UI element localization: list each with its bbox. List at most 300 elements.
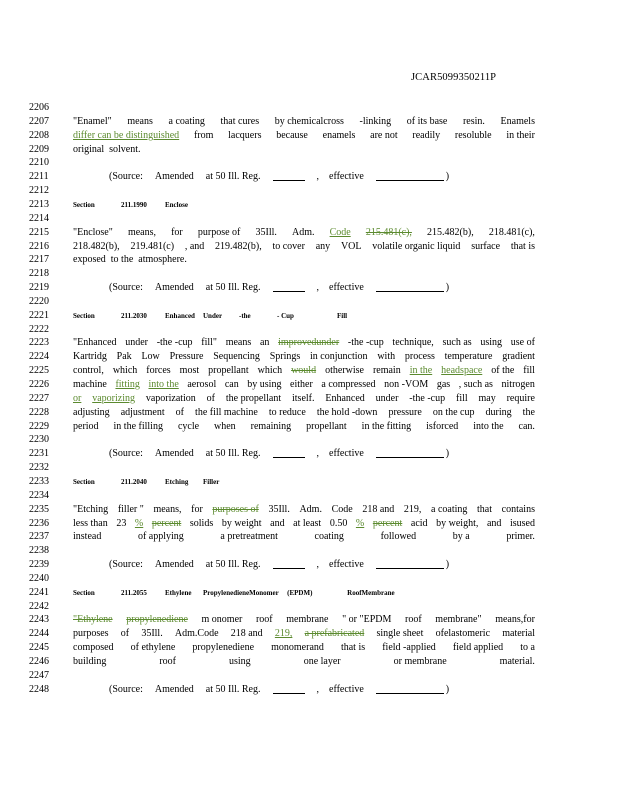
word: single sheet bbox=[376, 628, 424, 640]
word: nitrogen bbox=[501, 379, 535, 390]
source-text: Amended bbox=[154, 683, 194, 695]
document-line bbox=[29, 129, 604, 143]
word: volatile organic liquid bbox=[372, 240, 461, 252]
section-heading-word: 211.2055 bbox=[121, 588, 147, 597]
section-heading-word: RoofMembrane bbox=[347, 588, 395, 597]
word: 218.482(b), bbox=[73, 240, 120, 252]
deleted-text: would bbox=[291, 365, 317, 377]
word: of the bbox=[491, 365, 515, 377]
word: readily bbox=[412, 129, 441, 141]
source-text: ) bbox=[445, 448, 450, 460]
line-number: 2233 bbox=[29, 475, 49, 487]
document-line bbox=[29, 530, 604, 544]
word: "Enclose" bbox=[73, 226, 113, 238]
source-text: (Source: bbox=[109, 282, 143, 294]
source-text: at 50 Ill. Reg. bbox=[205, 448, 261, 460]
word: "Enhanced bbox=[73, 337, 117, 349]
line-number: 2234 bbox=[29, 489, 49, 501]
source-note bbox=[109, 170, 461, 184]
word: by weight, bbox=[436, 517, 479, 529]
document-line bbox=[29, 447, 604, 461]
word: 35Ill. bbox=[268, 503, 290, 515]
line-text bbox=[73, 420, 535, 434]
word: a coating bbox=[168, 115, 205, 127]
word: process bbox=[404, 351, 435, 363]
word: Sequencing bbox=[213, 351, 260, 363]
deleted-text: percent bbox=[151, 517, 182, 529]
inserted-text: % bbox=[134, 517, 144, 529]
section-heading-word: - Cup bbox=[277, 311, 294, 320]
line-text bbox=[73, 641, 535, 655]
document-line bbox=[29, 184, 604, 198]
word: at least bbox=[293, 517, 322, 529]
word: in conjunction bbox=[310, 351, 368, 363]
word: for bbox=[191, 503, 203, 515]
document-line bbox=[29, 475, 604, 489]
inserted-text: or bbox=[73, 392, 82, 404]
document-line bbox=[29, 655, 604, 669]
line-text bbox=[73, 392, 535, 406]
line-number: 2228 bbox=[29, 406, 49, 418]
section-heading-word: Fill bbox=[337, 311, 348, 320]
document-line bbox=[29, 240, 604, 254]
word: adjusting bbox=[73, 406, 110, 418]
source-text: at 50 Ill. Reg. bbox=[205, 171, 261, 183]
register-blank bbox=[273, 447, 305, 458]
section-heading-word: 211.2040 bbox=[121, 477, 147, 486]
document-line bbox=[29, 572, 604, 586]
word: that is bbox=[510, 240, 535, 252]
document-line bbox=[29, 627, 604, 641]
word: aerosol bbox=[187, 379, 217, 390]
word: propellant bbox=[306, 420, 347, 432]
line-number: 2225 bbox=[29, 365, 49, 377]
word: fill bbox=[523, 365, 535, 377]
word: purpose of bbox=[197, 226, 241, 238]
line-number: 2230 bbox=[29, 434, 49, 446]
line-number: 2243 bbox=[29, 614, 49, 626]
word: remaining bbox=[250, 420, 292, 432]
document-line bbox=[29, 253, 604, 267]
word: of bbox=[120, 628, 130, 640]
word: propylenediene bbox=[192, 642, 255, 654]
line-text bbox=[73, 253, 535, 267]
word: atmosphere. bbox=[138, 254, 187, 266]
word: -the -cup bbox=[347, 337, 384, 349]
word: a compressed bbox=[321, 379, 376, 390]
word: that cures bbox=[220, 115, 260, 127]
document-line bbox=[29, 420, 604, 434]
word: period bbox=[73, 420, 99, 432]
line-text bbox=[73, 503, 535, 517]
word: material. bbox=[499, 656, 535, 667]
section-heading-word: Section bbox=[73, 311, 95, 320]
register-blank bbox=[273, 558, 305, 569]
document-line bbox=[29, 143, 604, 157]
document-line bbox=[29, 586, 604, 600]
word: when bbox=[214, 420, 236, 432]
source-text: (Source: bbox=[109, 448, 143, 460]
line-number: 2210 bbox=[29, 157, 49, 169]
line-number: 2207 bbox=[29, 115, 49, 127]
word: means bbox=[225, 337, 252, 349]
section-heading bbox=[73, 309, 397, 323]
word: 219.481(c) bbox=[130, 240, 175, 252]
word: machine bbox=[73, 379, 107, 390]
line-number: 2241 bbox=[29, 586, 49, 598]
line-number: 2237 bbox=[29, 531, 49, 543]
line-text bbox=[73, 530, 535, 544]
word: fill bbox=[455, 392, 468, 404]
document-line bbox=[29, 600, 604, 614]
word: by a bbox=[452, 531, 470, 543]
source-text: effective bbox=[329, 171, 364, 183]
line-text bbox=[73, 627, 535, 641]
line-number: 2214 bbox=[29, 212, 49, 224]
word: 0.50 bbox=[329, 517, 348, 529]
line-text bbox=[73, 406, 535, 420]
word: non -VOM bbox=[384, 379, 429, 390]
word: -the -cup bbox=[409, 392, 446, 404]
register-blank bbox=[273, 170, 305, 181]
word: of its base bbox=[406, 115, 448, 127]
word: 219, bbox=[403, 503, 422, 515]
section-heading-word: Ethylene bbox=[165, 588, 192, 597]
inserted-text: Code bbox=[329, 226, 351, 238]
word: or membrane bbox=[393, 656, 447, 667]
word: are not bbox=[370, 129, 398, 141]
effective-date-blank bbox=[376, 683, 444, 694]
word: VOL bbox=[340, 240, 362, 252]
source-text: (Source: bbox=[109, 559, 143, 571]
line-number: 2215 bbox=[29, 226, 49, 238]
word: because bbox=[276, 129, 308, 141]
word: an bbox=[259, 337, 270, 349]
word: propellant bbox=[208, 365, 249, 377]
register-blank bbox=[273, 683, 305, 694]
word: coating bbox=[314, 531, 344, 543]
inserted-text: % bbox=[355, 517, 365, 529]
word: " or "EPDM bbox=[342, 614, 392, 626]
word: of ethylene bbox=[130, 642, 176, 654]
word: followed bbox=[380, 531, 417, 543]
source-text: Amended bbox=[154, 171, 194, 183]
word: monomerand bbox=[271, 642, 324, 654]
document-line bbox=[29, 503, 604, 517]
word: temperature bbox=[444, 351, 493, 363]
line-number: 2224 bbox=[29, 351, 49, 363]
word: can bbox=[224, 379, 239, 390]
source-note bbox=[109, 683, 461, 697]
word: Adm. bbox=[291, 226, 315, 238]
word: "Etching bbox=[73, 503, 109, 515]
document-line bbox=[29, 489, 604, 503]
line-number: 2238 bbox=[29, 545, 49, 557]
document-line bbox=[29, 350, 604, 364]
word: roof bbox=[405, 614, 422, 626]
word: Code bbox=[331, 503, 353, 515]
word: m onomer bbox=[201, 614, 243, 626]
word: and bbox=[486, 517, 502, 529]
word: pressure bbox=[388, 406, 422, 418]
word: , such as bbox=[458, 379, 493, 390]
word: roof bbox=[159, 656, 177, 667]
word: most bbox=[179, 365, 200, 377]
line-number: 2208 bbox=[29, 129, 49, 141]
effective-date-blank bbox=[376, 447, 444, 458]
word: for bbox=[171, 226, 183, 238]
section-heading-word: 211.1990 bbox=[121, 200, 147, 209]
line-text bbox=[73, 350, 535, 364]
word: use of bbox=[510, 337, 535, 349]
word: ofelastomeric bbox=[435, 628, 491, 640]
line-number: 2245 bbox=[29, 642, 49, 654]
inserted-text: 219, bbox=[274, 628, 293, 640]
register-blank bbox=[273, 281, 305, 292]
document-line bbox=[29, 378, 604, 392]
word: 23 bbox=[116, 517, 127, 529]
word: field applied bbox=[452, 642, 504, 654]
source-text: (Source: bbox=[109, 171, 143, 183]
word: gradient bbox=[502, 351, 535, 363]
line-text bbox=[73, 378, 535, 392]
word: of bbox=[175, 406, 184, 418]
line-number: 2218 bbox=[29, 268, 49, 280]
word: control, bbox=[73, 365, 104, 377]
inserted-text: fitting bbox=[115, 379, 140, 390]
document-line bbox=[29, 517, 604, 531]
line-number: 2235 bbox=[29, 503, 49, 515]
document-line bbox=[29, 309, 604, 323]
document-line bbox=[29, 226, 604, 240]
document-line bbox=[29, 101, 604, 115]
word: Springs bbox=[269, 351, 301, 363]
source-text: , bbox=[316, 559, 319, 571]
word: remain bbox=[372, 365, 401, 377]
word: composed bbox=[73, 642, 114, 654]
word: from bbox=[193, 129, 214, 141]
word: under bbox=[375, 392, 399, 404]
word: such as bbox=[442, 337, 472, 349]
document-line bbox=[29, 336, 604, 350]
line-number: 2229 bbox=[29, 420, 49, 432]
source-text: ) bbox=[445, 683, 450, 695]
document-line bbox=[29, 683, 604, 697]
word: Kartridg bbox=[73, 351, 107, 363]
word: to a bbox=[520, 642, 535, 654]
word: cycle bbox=[177, 420, 200, 432]
word: Low bbox=[141, 351, 160, 363]
line-number: 2213 bbox=[29, 198, 49, 210]
word: one layer bbox=[303, 656, 341, 667]
inserted-text: into the bbox=[148, 379, 179, 390]
line-number: 2247 bbox=[29, 669, 49, 681]
source-text: Amended bbox=[154, 448, 194, 460]
word: building bbox=[73, 656, 107, 667]
section-heading bbox=[73, 475, 239, 489]
word: membrane bbox=[286, 614, 329, 626]
word: means bbox=[127, 115, 153, 127]
effective-date-blank bbox=[376, 558, 444, 569]
word: into the bbox=[473, 420, 504, 432]
word: a coating bbox=[431, 503, 468, 515]
line-number: 2209 bbox=[29, 143, 49, 155]
document-id: JCAR5099350211P bbox=[411, 72, 497, 83]
section-heading-word: Enclose bbox=[165, 200, 188, 209]
section-heading-word: (EPDM) bbox=[287, 588, 313, 597]
word: means, bbox=[127, 226, 156, 238]
section-heading-word: Section bbox=[73, 477, 95, 486]
line-number: 2236 bbox=[29, 517, 49, 529]
word: by weight bbox=[221, 517, 262, 529]
effective-date-blank bbox=[376, 170, 444, 181]
source-note bbox=[109, 558, 461, 572]
word: exposed bbox=[73, 254, 106, 266]
word: less than bbox=[73, 517, 108, 529]
section-heading-word: Filler bbox=[203, 477, 220, 486]
word: Enamels bbox=[500, 115, 535, 127]
line-number: 2248 bbox=[29, 683, 49, 695]
line-number: 2221 bbox=[29, 309, 49, 321]
word: original bbox=[73, 143, 105, 155]
source-text: at 50 Ill. Reg. bbox=[205, 282, 261, 294]
document-line bbox=[29, 392, 604, 406]
document-line bbox=[29, 641, 604, 655]
word: itself. bbox=[292, 392, 315, 404]
word: any bbox=[315, 240, 331, 252]
word: 219.482(b), bbox=[215, 240, 262, 252]
line-number: 2226 bbox=[29, 379, 49, 390]
word: instead bbox=[73, 531, 102, 543]
word: to reduce bbox=[268, 406, 306, 418]
word: with bbox=[377, 351, 396, 363]
line-number: 2232 bbox=[29, 462, 49, 474]
word: 215.482(b), bbox=[427, 226, 474, 238]
word: 218 and bbox=[362, 503, 395, 515]
line-number: 2216 bbox=[29, 240, 49, 252]
word: Enhanced bbox=[325, 392, 365, 404]
word: 35Ill. bbox=[141, 628, 163, 640]
inserted-text: differ can be distinguished bbox=[73, 129, 180, 141]
section-heading bbox=[73, 198, 203, 212]
document-line bbox=[29, 170, 604, 184]
line-number: 2211 bbox=[29, 171, 49, 183]
source-text: Amended bbox=[154, 559, 194, 571]
word: enamels bbox=[322, 129, 356, 141]
word: filler " bbox=[117, 503, 144, 515]
document-line bbox=[29, 212, 604, 226]
section-heading-word: Propylenediene bbox=[203, 588, 250, 597]
section-heading-word: Enhanced bbox=[165, 311, 195, 320]
line-text bbox=[73, 517, 535, 531]
source-text: at 50 Ill. Reg. bbox=[205, 683, 261, 695]
word: to cover bbox=[272, 240, 305, 252]
line-number: 2217 bbox=[29, 254, 49, 266]
effective-date-blank bbox=[376, 281, 444, 292]
word: contains bbox=[501, 503, 535, 515]
source-text: ) bbox=[445, 559, 450, 571]
word: using bbox=[229, 656, 251, 667]
line-number: 2220 bbox=[29, 295, 49, 307]
word: may bbox=[478, 392, 496, 404]
word: -linking bbox=[359, 115, 392, 127]
source-text: , bbox=[316, 683, 319, 695]
source-note bbox=[109, 447, 461, 461]
word: which bbox=[257, 365, 283, 377]
source-text: Amended bbox=[154, 282, 194, 294]
word: Adm. bbox=[299, 503, 322, 515]
word: material bbox=[502, 628, 535, 640]
inserted-text: in the bbox=[409, 365, 433, 377]
line-text bbox=[73, 129, 535, 143]
word: a pretreatment bbox=[220, 531, 278, 543]
word: can. bbox=[518, 420, 535, 432]
line-number: 2244 bbox=[29, 628, 49, 640]
document-line bbox=[29, 364, 604, 378]
inserted-text: headspace bbox=[441, 365, 483, 377]
section-heading-word: Under bbox=[203, 311, 223, 320]
word: require bbox=[506, 392, 535, 404]
line-text bbox=[73, 613, 535, 627]
word: isforced bbox=[426, 420, 459, 432]
word: and bbox=[270, 517, 285, 529]
source-text: (Source: bbox=[109, 683, 143, 695]
document-line bbox=[29, 323, 604, 337]
document-line bbox=[29, 669, 604, 683]
word: adjustment bbox=[120, 406, 165, 418]
word: in the fitting bbox=[361, 420, 412, 432]
word: by chemicalcross bbox=[274, 115, 344, 127]
source-text: , bbox=[316, 448, 319, 460]
document-line bbox=[29, 156, 604, 170]
word: in the filling bbox=[113, 420, 163, 432]
deleted-text: percent bbox=[372, 517, 403, 529]
line-number: 2223 bbox=[29, 337, 49, 349]
deleted-text: propylenediene bbox=[126, 614, 188, 626]
section-heading-word: Etching bbox=[165, 477, 189, 486]
word: resoluble bbox=[454, 129, 492, 141]
word: that bbox=[477, 503, 493, 515]
source-note bbox=[109, 281, 461, 295]
word: otherwise bbox=[325, 365, 364, 377]
line-number: 2239 bbox=[29, 559, 49, 571]
word: lacquers bbox=[228, 129, 262, 141]
source-text: , bbox=[316, 171, 319, 183]
word: 218 and bbox=[230, 628, 263, 640]
word: isused bbox=[509, 517, 535, 529]
word: primer. bbox=[506, 531, 535, 543]
word: means, bbox=[153, 503, 182, 515]
document-line bbox=[29, 115, 604, 129]
word: 35Ill. bbox=[255, 226, 277, 238]
word: that is bbox=[340, 642, 366, 654]
document-line bbox=[29, 613, 604, 627]
document-line bbox=[29, 558, 604, 572]
line-text bbox=[73, 226, 535, 240]
word: of bbox=[206, 392, 216, 404]
line-text bbox=[73, 240, 535, 254]
line-number: 2219 bbox=[29, 282, 49, 294]
source-text: at 50 Ill. Reg. bbox=[205, 559, 261, 571]
word: "Enamel" bbox=[73, 115, 112, 127]
word: field -applied bbox=[382, 642, 436, 654]
deleted-text: a prefabricated bbox=[304, 628, 365, 640]
line-text bbox=[73, 115, 535, 129]
word: using bbox=[480, 337, 503, 349]
word: fill" bbox=[201, 337, 217, 349]
word: resin. bbox=[462, 115, 485, 127]
word: by using bbox=[247, 379, 282, 390]
